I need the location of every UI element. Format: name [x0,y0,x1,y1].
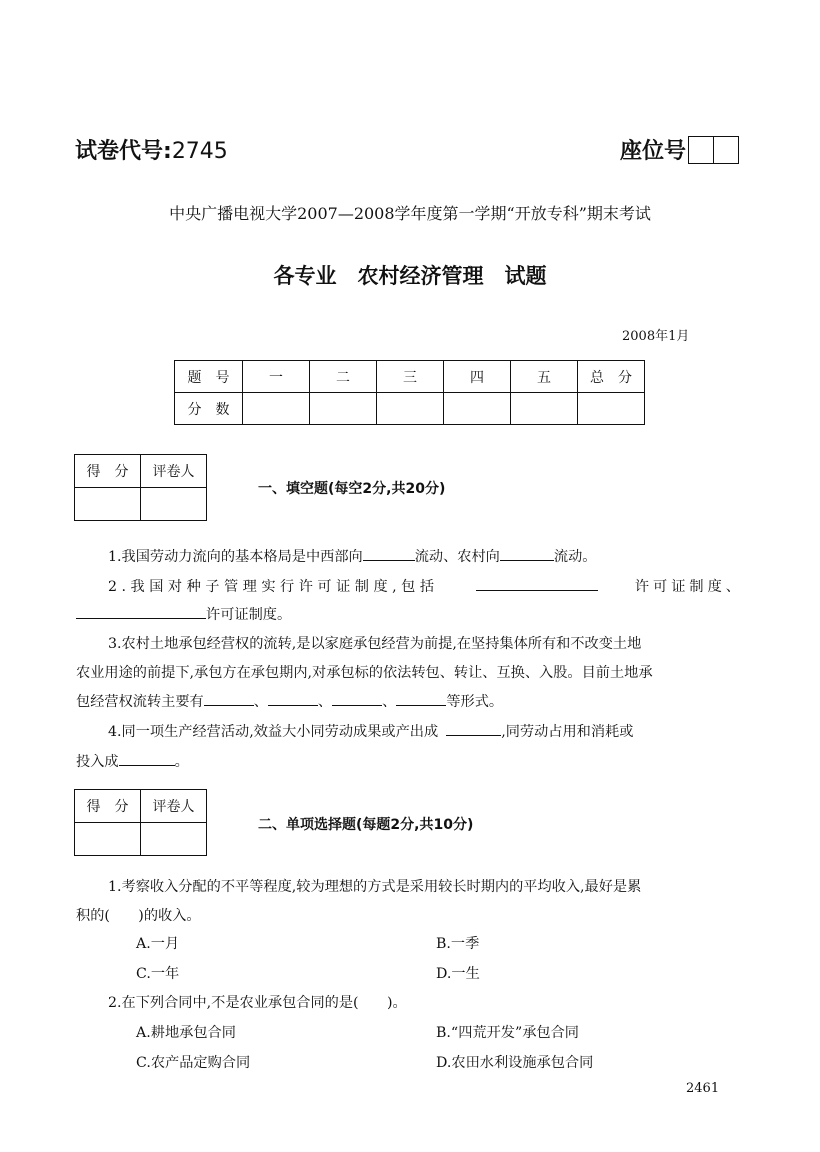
grader-name-cell[interactable] [141,488,207,521]
answer-blank[interactable] [268,691,318,706]
option-b[interactable]: B.一季 [436,936,480,952]
page-title: 各专业 农村经济管理 试题 [273,264,547,288]
option-a[interactable]: A.一月 [136,936,180,952]
answer-blank[interactable] [476,576,598,591]
score-header-cell: 四 [444,361,511,393]
question-1-1: 1.我国劳动力流向的基本格局是中西部向 流动、农村向 流动。 [108,546,596,566]
score-header-cell: 五 [511,361,578,393]
score-cell[interactable] [243,393,310,425]
grader-score-label: 得 分 [75,790,141,823]
option-c[interactable]: C.农产品定购合同 [136,1055,251,1071]
grader-name-label: 评卷人 [141,455,207,488]
exam-code [75,134,228,165]
answer-blank[interactable] [446,721,501,736]
grader-score-cell[interactable] [75,823,141,856]
grader-table [74,789,207,856]
answer-blank[interactable] [363,546,415,561]
question-2-1-line1: 1.考察收入分配的不平等程度,较为理想的方式是采用较长时期内的平均收入,最好是累 [108,879,642,895]
option-d[interactable]: D.农田水利设施承包合同 [436,1055,594,1071]
section-2-title: 二、单项选择题(每题2分,共10分) [258,817,474,833]
question-1-2-cont: 许可证制度。 [76,604,291,624]
grader-score-label: 得 分 [75,455,141,488]
score-cell[interactable] [377,393,444,425]
score-header-cell: 二 [310,361,377,393]
grader-score-cell[interactable] [75,488,141,521]
score-header-cell: 三 [377,361,444,393]
score-table-value-row [175,393,645,425]
score-header-cell: 一 [243,361,310,393]
grader-name-cell[interactable] [141,823,207,856]
answer-blank[interactable] [119,751,175,766]
answer-blank[interactable] [332,691,382,706]
question-1-4: 4.同一项生产经营活动,效益大小同劳动成果或产出成 ,同劳动占用和消耗或 [108,721,633,741]
score-table [174,360,645,425]
score-row-label: 分 数 [175,393,243,425]
seat-number [620,134,739,165]
grader-table [74,454,207,521]
question-1-2: 2.我国对种子管理实行许可证制度,包括 许可证制度、 [108,576,744,596]
seat-number-label: 座位号 [620,139,687,164]
seat-number-boxes[interactable] [688,136,739,164]
question-1-3-line1: 3.农村土地承包经营权的流转,是以家庭承包经营为前提,在坚持集体所有和不改变土地 [108,636,642,652]
page-number: 2461 [686,1081,720,1096]
option-c[interactable]: C.一年 [136,966,180,982]
option-b[interactable]: B.“四荒开发”承包合同 [436,1025,579,1041]
section-1-title: 一、填空题(每空2分,共20分) [258,481,446,497]
answer-blank[interactable] [396,691,446,706]
exam-code-label: 试卷代号: [75,139,172,164]
exam-code-value: 2745 [171,139,228,164]
grader-name-label: 评卷人 [141,790,207,823]
score-cell[interactable] [511,393,578,425]
question-1-3-line3: 包经营权流转主要有 、 、 、 等形式。 [76,691,503,711]
question-2-2: 2.在下列合同中,不是农业承包合同的是( )。 [108,995,407,1011]
answer-blank[interactable] [76,604,206,619]
question-1-3-line2: 农业用途的前提下,承包方在承包期内,对承包标的依法转包、转让、互换、入股。目前土地承 [76,665,653,681]
option-a[interactable]: A.耕地承包合同 [136,1025,236,1041]
question-1-4-cont: 投入成 。 [76,751,189,771]
score-header-cell: 总 分 [578,361,645,393]
answer-blank[interactable] [500,546,554,561]
option-d[interactable]: D.一生 [436,966,480,982]
score-cell[interactable] [444,393,511,425]
exam-date: 2008年1月 [622,329,690,344]
exam-session-line: 中央广播电视大学2007—2008学年度第一学期“开放专科”期末考试 [169,204,651,223]
score-cell[interactable] [310,393,377,425]
score-header-cell: 题 号 [175,361,243,393]
score-cell[interactable] [578,393,645,425]
answer-blank[interactable] [204,691,254,706]
question-2-1-line2: 积的( )的收入。 [76,908,201,924]
score-table-header-row [175,361,645,393]
